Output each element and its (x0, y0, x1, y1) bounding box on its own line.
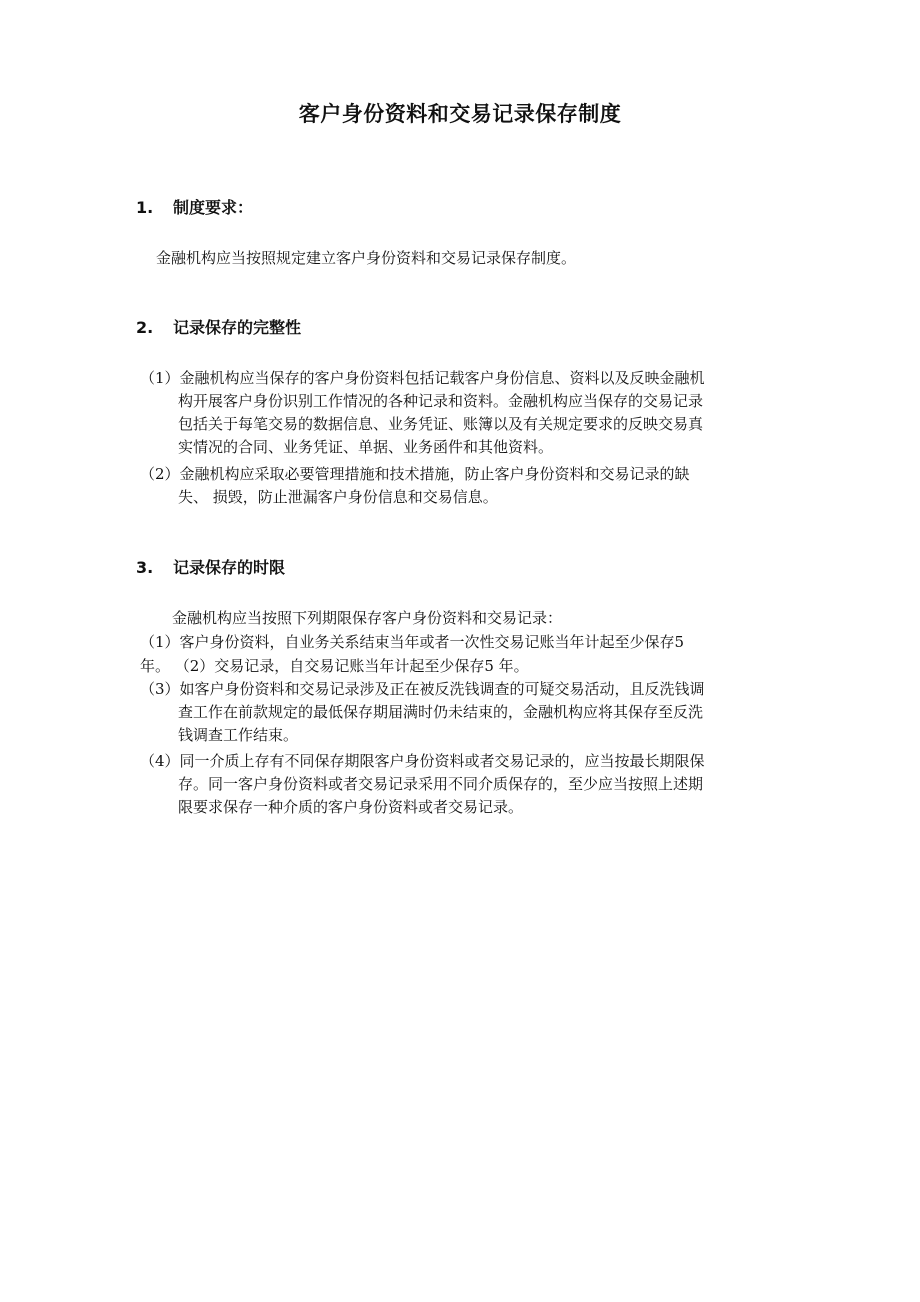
section-3-item-3-line-3: 钱调查工作结束。 (178, 726, 299, 744)
section-2-item-1-line-4: 实情况的合同、业务凭证、单据、业务函件和其他资料。 (178, 438, 554, 456)
section-3-item-1-line-1: （1）客户身份资料，自业务关系结束当年或者一次性交易记账当年计起至少保存5 (140, 633, 685, 651)
section-3-title: 记录保存的时限 (173, 558, 286, 577)
section-2-number: 2. (136, 318, 154, 337)
section-3-number: 3. (136, 558, 154, 577)
section-1-title: 制度要求： (173, 198, 254, 217)
section-2-item-1-line-1: （1）金融机构应当保存的客户身份资料包括记载客户身份信息、资料以及反映金融机 (140, 369, 705, 387)
section-3-item-4-line-2: 存。同一客户身份资料或者交易记录采用不同介质保存的，至少应当按照上述期 (178, 775, 704, 793)
section-1-heading (136, 197, 253, 219)
section-3-heading (136, 557, 285, 579)
section-1-number: 1. (136, 198, 154, 217)
section-1-paragraph: 金融机构应当按照规定建立客户身份资料和交易记录保存制度。 (156, 249, 577, 267)
document-title: 客户身份资料和交易记录保存制度 (298, 102, 622, 126)
section-2-title: 记录保存的完整性 (173, 318, 302, 337)
section-2-item-1 (140, 367, 810, 459)
section-3-item-1-line-2: 年。 （2）交易记录，自交易记账当年计起至少保存5 年。 (140, 657, 529, 675)
section-3-item-3-line-1: （3）如客户身份资料和交易记录涉及正在被反洗钱调查的可疑交易活动，且反洗钱调 (140, 680, 705, 698)
section-2-item-1-line-2: 构开展客户身份识别工作情况的各种记录和资料。金融机构应当保存的交易记录 (178, 392, 704, 410)
section-3-item-4-line-3: 限要求保存一种介质的客户身份资料或者交易记录。 (178, 798, 524, 816)
section-2-item-1-line-3: 包括关于每笔交易的数据信息、业务凭证、账簿以及有关规定要求的反映交易真 (178, 415, 704, 433)
section-3-intro: 金融机构应当按照下列期限保存客户身份资料和交易记录： (172, 609, 563, 627)
section-3-item-3 (140, 678, 810, 747)
section-2-item-2 (140, 463, 810, 509)
section-2-item-2-line-1: （2）金融机构应采取必要管理措施和技术措施，防止客户身份资料和交易记录的缺 (140, 465, 690, 483)
section-2-item-2-line-2: 失、 损毁，防止泄漏客户身份信息和交易信息。 (178, 488, 498, 506)
section-3-item-3-line-2: 查工作在前款规定的最低保存期届满时仍未结束的，金融机构应将其保存至反洗 (178, 703, 704, 721)
section-2-heading (136, 317, 301, 339)
section-3-item-4 (140, 750, 810, 819)
section-3-item-4-line-1: （4）同一介质上存有不同保存期限客户身份资料或者交易记录的，应当按最长期限保 (140, 752, 705, 770)
